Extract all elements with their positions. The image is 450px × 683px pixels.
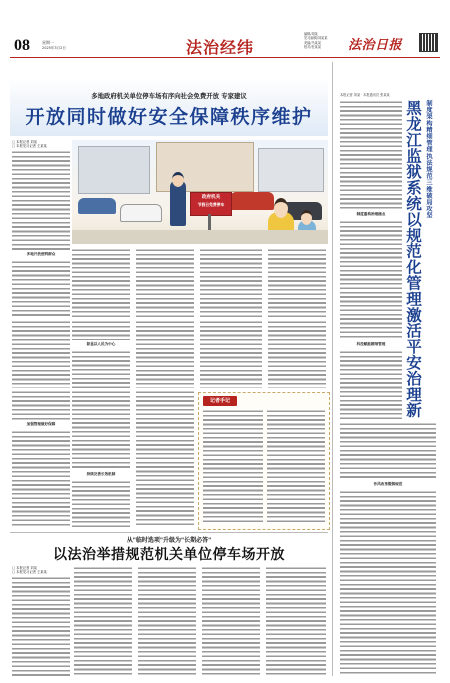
- commentary-body-col5: [266, 566, 326, 676]
- right-body-top: [340, 100, 402, 210]
- commentary-body-col3: [138, 566, 196, 676]
- subhead-4: 持续完善长效机制: [86, 472, 116, 476]
- main-kicker: 多地政府机关单位停车场有序向社会免费开放 专家建议: [91, 92, 247, 100]
- commentary-badge: [203, 396, 237, 406]
- main-body-col2a: [72, 248, 130, 318]
- commentary-title: 从"临时选项"升级为"长期必答": [126, 537, 212, 544]
- header-rule: [10, 57, 440, 58]
- main-body-col1b: [12, 260, 70, 318]
- right-body-3: [340, 350, 402, 420]
- commentary-headline: 以法治举措规范机关单位停车场开放: [53, 547, 285, 563]
- right-deck: 制度架构精细管理执法规范三维破局攻坚: [425, 100, 432, 219]
- right-kicker: 本报记者 刘某 · 本报通讯员 张某某: [340, 93, 390, 97]
- right-body-5: [340, 490, 436, 676]
- person-child-head: [301, 210, 312, 225]
- contact-editor: 编辑/周某: [304, 32, 318, 36]
- main-body-col2d: [72, 390, 130, 470]
- header: [0, 0, 450, 60]
- car-red: [230, 192, 274, 210]
- sign-line1: 政府机关: [201, 195, 221, 200]
- main-title-band: [10, 78, 328, 136]
- right-subhead-2: 科技赋能精细管理: [356, 342, 386, 346]
- commentary-body-col1: [12, 576, 70, 676]
- parking-sign: [190, 192, 232, 216]
- commentary-col1: [203, 409, 263, 525]
- byline-commentary-reporter: □ 本报记者 刘某: [12, 566, 37, 570]
- main-body-col1d: [12, 390, 70, 420]
- person-woman-head: [274, 198, 288, 218]
- byline-commentary-trainee: □ 本报见习记者 王某某: [12, 570, 47, 575]
- qr-code: [419, 33, 438, 52]
- commentary-body-col2: [74, 566, 132, 676]
- subhead-2: 彰显以人民为中心: [86, 342, 116, 346]
- commentary-box: [198, 392, 330, 530]
- commentary-rule: [10, 532, 328, 533]
- building-right: [258, 148, 324, 192]
- byline-reporter: □ 本报记者 刘某: [12, 140, 37, 144]
- guard-head: [172, 172, 184, 187]
- main-body-col2c: [72, 350, 130, 388]
- parking-ground: [72, 230, 328, 244]
- section-title: 法治经纬: [186, 38, 255, 57]
- right-body-2: [340, 220, 402, 340]
- main-body-col2e: [72, 480, 130, 528]
- main-body-col2b: [72, 320, 130, 340]
- subhead-3: 加强管理做好保障: [26, 422, 56, 426]
- subhead-1: 多地开放便利群众: [26, 252, 56, 256]
- contact-list: [304, 32, 348, 50]
- contact-designer: 美编/马某某: [304, 40, 322, 45]
- main-body-col5b: [268, 320, 326, 388]
- main-body-col3a: [136, 248, 194, 318]
- commentary-badge-label: 记者手记: [209, 398, 230, 404]
- bylines-commentary: [12, 566, 70, 575]
- car-white: [120, 204, 162, 222]
- right-headline: 黑龙江监狱系统以规范化管理激活平安治理新: [404, 100, 423, 418]
- building-left: [78, 146, 150, 194]
- date-line2: 2025年3月2日: [42, 46, 66, 50]
- main-body-col4b: [200, 320, 262, 388]
- main-body-col3c: [136, 390, 194, 528]
- main-body-col5a: [268, 248, 326, 318]
- sign-line2: 节假日免费停车: [197, 202, 225, 207]
- right-body-4: [340, 422, 436, 480]
- commentary-body-col4: [202, 566, 260, 676]
- illustration: [72, 140, 328, 244]
- main-body-col3b: [136, 320, 194, 388]
- masthead-logo: 法治日报: [348, 38, 403, 53]
- main-body-col1e: [12, 430, 70, 528]
- contact-trainee: 见习编辑/刘某某: [304, 36, 328, 41]
- date-line1: 星期一: [42, 40, 54, 45]
- right-subhead-1: 制度重构治理痛点: [356, 212, 386, 216]
- main-body-col1c: [12, 320, 70, 388]
- commentary-col2: [267, 409, 325, 525]
- page-number: 08: [14, 37, 30, 54]
- section-divider: [332, 62, 333, 676]
- main-body-col4a: [200, 248, 262, 318]
- bylines-main: [12, 140, 70, 149]
- contact-proofreader: 校对/杜某某: [304, 45, 322, 50]
- main-body-col1: [12, 150, 70, 250]
- main-headline: 开放同时做好安全保障秩序维护: [25, 106, 313, 128]
- car-blue: [78, 198, 116, 214]
- right-subhead-3: 作风改革锻铸规范: [373, 482, 403, 486]
- byline-trainee: □ 本报见习记者 王某某: [12, 144, 47, 149]
